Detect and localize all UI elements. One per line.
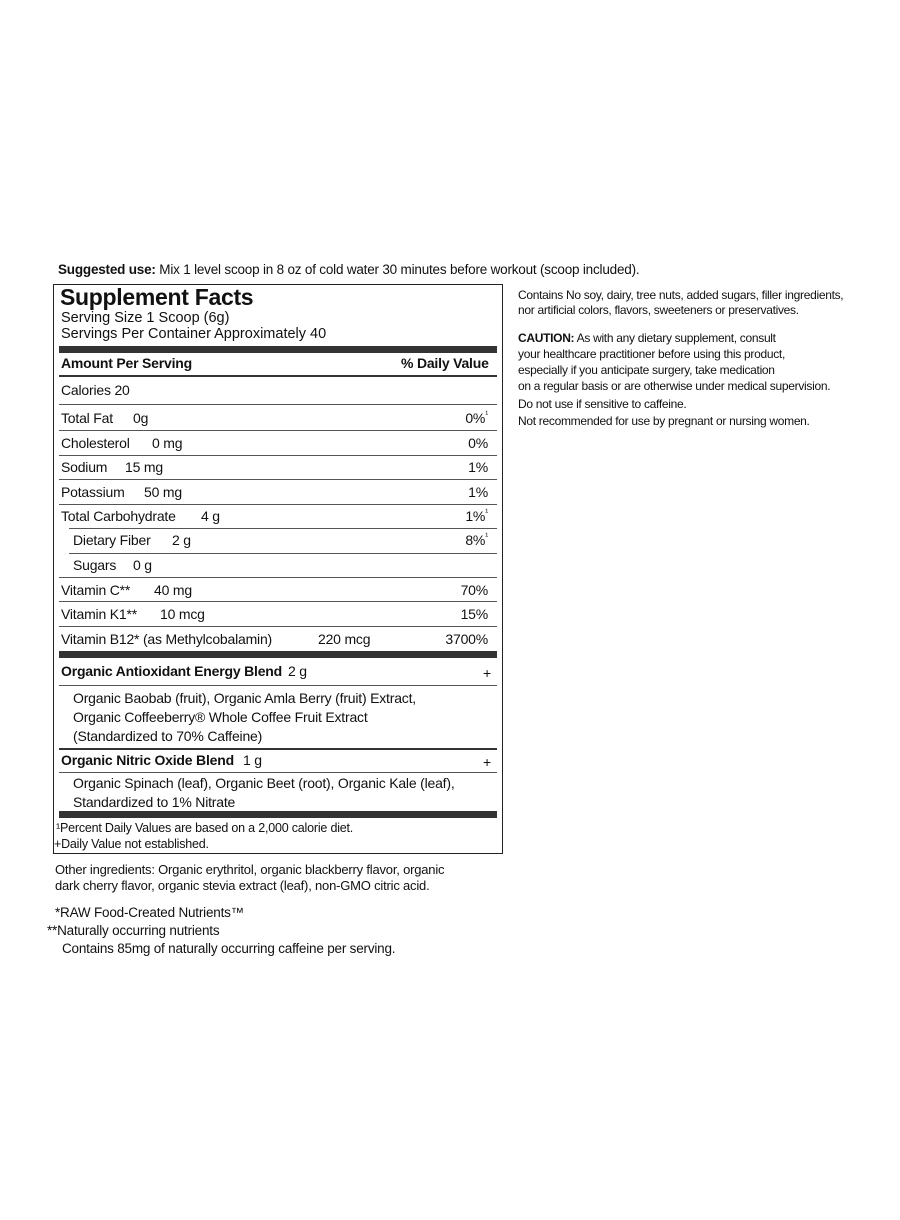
- caution-line: Do not use if sensitive to caffeine.: [518, 397, 687, 411]
- blend-ingredients-line: Standardized to 1% Nitrate: [73, 794, 236, 810]
- footnote-not-established: +Daily Value not established.: [54, 837, 209, 851]
- nutrient-amount: 40 mg: [154, 582, 192, 598]
- nutrient-dv: 70%: [460, 582, 488, 598]
- blend-amount: 2 g: [288, 663, 307, 679]
- note-raw-food: *RAW Food-Created Nutrients™: [55, 905, 244, 920]
- calories: Calories 20: [61, 382, 130, 398]
- divider: [59, 430, 497, 431]
- footnote-daily-values: ¹Percent Daily Values are based on a 2,000 calorie diet.: [56, 821, 354, 835]
- other-ingredients-line: Other ingredients: Organic erythritol, organic blackberry flavor, organic: [55, 862, 445, 877]
- blend-name: Organic Nitric Oxide Blend: [61, 752, 234, 768]
- divider: [59, 577, 497, 578]
- suggested-use-label: Suggested use:: [58, 262, 156, 277]
- blend-amount: 1 g: [243, 752, 262, 768]
- suggested-use-text: Mix 1 level scoop in 8 oz of cold water 30 minutes before workout (scoop included).: [155, 262, 640, 277]
- caution-line: your healthcare practitioner before using this product,: [518, 347, 785, 361]
- nutrient-name: Total Carbohydrate: [61, 508, 176, 524]
- blend-ingredients-line: Organic Spinach (leaf), Organic Beet (root), Organic Kale (leaf),: [73, 775, 455, 791]
- serving-size: Serving Size 1 Scoop (6g): [61, 310, 230, 326]
- blend-dv: +: [483, 754, 491, 770]
- nutrient-amount: 4 g: [201, 508, 220, 524]
- thick-divider: [59, 346, 497, 353]
- thick-divider: [59, 651, 497, 658]
- blend-ingredients-line: (Standardized to 70% Caffeine): [73, 728, 263, 744]
- divider: [69, 553, 497, 554]
- blend-ingredients-line: Organic Baobab (fruit), Organic Amla Berry (fruit) Extract,: [73, 690, 416, 706]
- nutrient-dv: 1%: [468, 484, 488, 500]
- nutrient-name: Potassium: [61, 484, 125, 500]
- nutrient-amount: 0 mg: [152, 435, 183, 451]
- thick-divider: [59, 811, 497, 818]
- nutrient-name: Total Fat: [61, 410, 113, 426]
- divider: [59, 601, 497, 602]
- nutrient-amount: 50 mg: [144, 484, 182, 500]
- divider: [59, 772, 497, 773]
- note-naturally-occurring: **Naturally occurring nutrients: [47, 923, 220, 938]
- note-caffeine: Contains 85mg of naturally occurring caffeine per serving.: [62, 941, 396, 956]
- other-ingredients-line: dark cherry flavor, organic stevia extract (leaf), non-GMO citric acid.: [55, 878, 430, 893]
- nutrient-dv: 1%: [468, 459, 488, 475]
- nutrient-dv: 1%$^{^1}$: [465, 507, 488, 524]
- divider: [59, 504, 497, 505]
- caution-label: CAUTION:: [518, 331, 575, 345]
- nutrient-amount: 10 mcg: [160, 606, 205, 622]
- nutrient-name: Vitamin K1**: [61, 606, 137, 622]
- amount-per-serving-header: Amount Per Serving: [61, 355, 192, 371]
- blend-dv: +: [483, 665, 491, 681]
- divider: [59, 404, 497, 405]
- caution-line: especially if you anticipate surgery, take medication: [518, 363, 775, 377]
- divider: [69, 528, 497, 529]
- nutrient-dv: 0%$^{^1}$: [465, 409, 488, 426]
- caution-line: CAUTION: As with any dietary supplement, consult: [518, 331, 776, 345]
- nutrient-name: Dietary Fiber: [73, 532, 151, 548]
- nutrient-dv: 3700%: [445, 631, 488, 647]
- nutrient-amount: 15 mg: [125, 459, 163, 475]
- caution-line: on a regular basis or are otherwise under medical supervision.: [518, 379, 831, 393]
- contains-line: Contains No soy, dairy, tree nuts, added sugars, filler ingredients,: [518, 288, 844, 302]
- nutrient-amount: 0 g: [133, 557, 152, 573]
- nutrient-dv: 8%$^{^1}$: [465, 531, 488, 548]
- divider: [59, 748, 497, 750]
- nutrient-name: Cholesterol: [61, 435, 130, 451]
- blend-name: Organic Antioxidant Energy Blend: [61, 663, 282, 679]
- divider: [59, 479, 497, 480]
- nutrient-dv: 15%: [460, 606, 488, 622]
- contains-line: nor artificial colors, flavors, sweeteners or preservatives.: [518, 303, 799, 317]
- divider: [59, 685, 497, 686]
- blend-ingredients-line: Organic Coffeeberry® Whole Coffee Fruit Extract: [73, 709, 368, 725]
- nutrient-amount: 220 mcg: [318, 631, 371, 647]
- divider: [59, 455, 497, 456]
- supplement-facts-title: Supplement Facts: [60, 284, 254, 310]
- nutrient-dv: 0%: [468, 435, 488, 451]
- divider: [59, 626, 497, 627]
- nutrient-amount: 2 g: [172, 532, 191, 548]
- nutrient-name: Vitamin B12* (as Methylcobalamin): [61, 631, 273, 647]
- nutrient-amount: 0g: [133, 410, 149, 426]
- nutrient-name: Sodium: [61, 459, 108, 475]
- suggested-use: [58, 262, 639, 277]
- caution-line: Not recommended for use by pregnant or nursing women.: [518, 414, 810, 428]
- nutrient-name: Sugars: [73, 557, 117, 573]
- daily-value-header: % Daily Value: [401, 355, 489, 371]
- servings-per-container: Servings Per Container Approximately 40: [61, 326, 327, 342]
- divider: [59, 375, 497, 377]
- nutrient-name: Vitamin C**: [61, 582, 131, 598]
